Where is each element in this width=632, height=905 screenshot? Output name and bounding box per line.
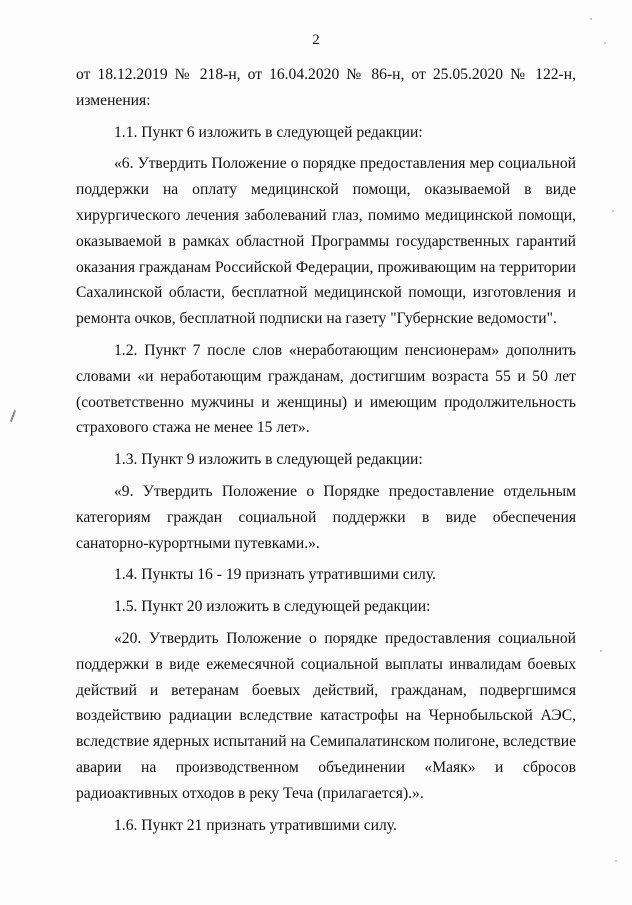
paragraph-1-6: 1.6. Пункт 21 признать утратившими силу.: [114, 816, 397, 834]
paragraph-1-2: 1.2. Пункт 7 после слов «неработающим пенсионерам» дополнить словами «и неработающим гражданам, достигшим возраста 55 и 50 лет (соответственно мужчины и женщины) и имеющим продолжительность страхового стажа не менее 15 лет».: [76, 341, 576, 437]
paragraph-1-4: 1.4. Пункты 16 - 19 признать утратившими силу.: [114, 566, 436, 584]
scan-speck: [590, 18, 592, 20]
paragraph-1-3: 1.3. Пункт 9 изложить в следующей редакции:: [114, 451, 423, 469]
paragraph-1-1: 1.1. Пункт 6 изложить в следующей редакции:: [114, 123, 423, 141]
scan-speck: [600, 650, 602, 652]
paragraph-point-6: «6. Утвердить Положение о порядке предоставления мер социальной поддержки на оплату медицинской помощи, оказываемой в виде хирургического лечения заболеваний глаз, помимо медицинской помощи, оказываемой в рамках областной Программы государственных гарантий оказания гражданам Российской Федерации, проживающим на территории Сахалинской области, бесплатной медицинской помощи, изготовления и ремонта очков, бесплатной подписки на газету "Губернские ведомости".: [76, 155, 576, 328]
scan-speck: [612, 210, 614, 212]
paragraph-1-5: 1.5. Пункт 20 изложить в следующей редакции:: [114, 598, 431, 616]
scan-speck: [604, 42, 606, 44]
page-number: 2: [312, 32, 320, 48]
paragraph-intro: от 18.12.2019 № 218-н, от 16.04.2020 № 86-н, от 25.05.2020 № 122-н, изменения:: [76, 66, 576, 109]
paragraph-point-20: «20. Утвердить Положение о порядке предоставления социальной поддержки в виде ежемесячной социальной выплаты инвалидам боевых действий и ветеранам боевых действий, гражданам, подвергшимся воздействию радиации вследствие катастрофы на Чернобыльской АЭС, вследствие ядерных испытаний на Семипалатинском полигоне, вследствие аварии на производственном объединении «Маяк» и сбросов радиоактивных отходов в реку Теча (прилагается).».: [76, 629, 576, 802]
paragraph-point-9: «9. Утвердить Положение о Порядке предоставление отдельным категориям граждан социальной поддержки в виде обеспечения санаторно-курортными путевками.».: [76, 482, 576, 552]
margin-scan-mark: [10, 410, 16, 422]
scan-speck: [615, 860, 617, 862]
document-body: [76, 62, 576, 844]
